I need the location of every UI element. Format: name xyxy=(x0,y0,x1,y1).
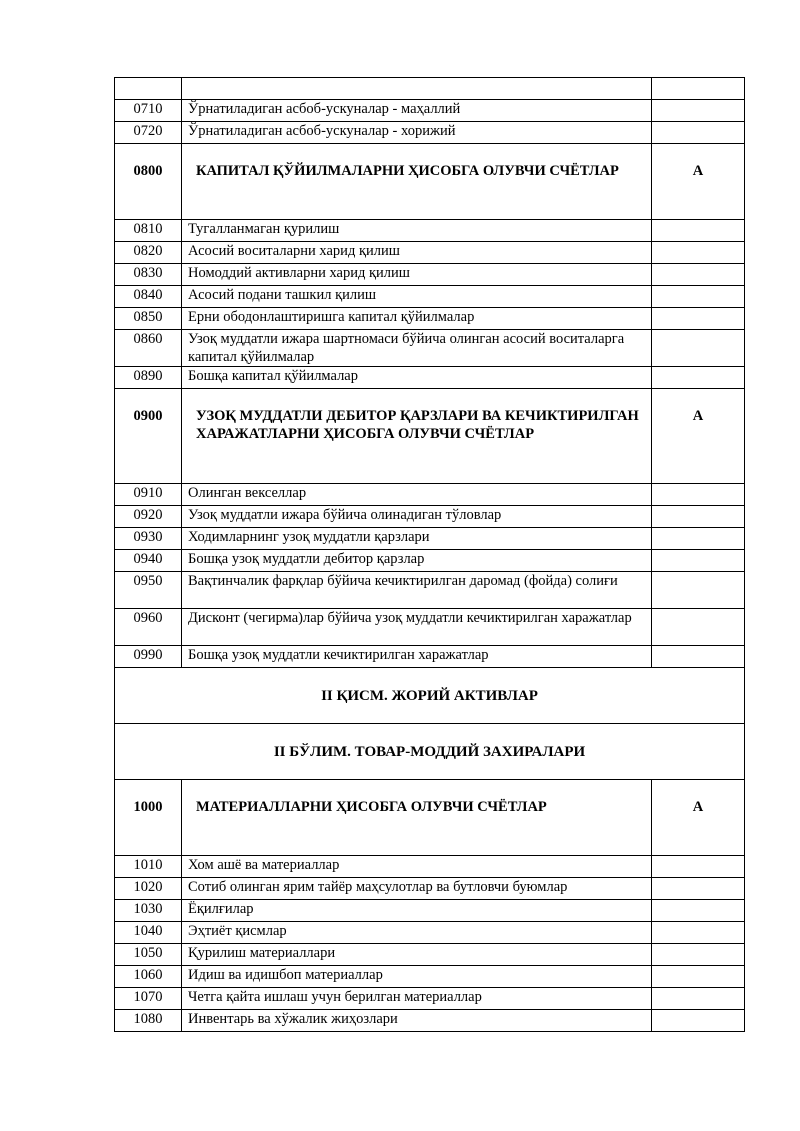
group-name: КАПИТАЛ ҚЎЙИЛМАЛАРНИ ҲИСОБГА ОЛУВЧИ СЧЁТЛАР xyxy=(182,144,652,220)
account-code: 0720 xyxy=(115,122,182,144)
account-name: Бошқа узоқ муддатли дебитор қарзлар xyxy=(182,550,652,572)
account-name: Асосий воситаларни харид қилиш xyxy=(182,242,652,264)
account-code: 1060 xyxy=(115,966,182,988)
table-row xyxy=(115,264,745,286)
account-name: Олинган векселлар xyxy=(182,484,652,506)
account-code: 0890 xyxy=(115,367,182,389)
table-row xyxy=(115,966,745,988)
table-row xyxy=(115,528,745,550)
account-code: 1040 xyxy=(115,922,182,944)
account-code: 1010 xyxy=(115,856,182,878)
account-name: Ерни ободонлаштиришга капитал қўйилмалар xyxy=(182,308,652,330)
section-heading: II ҚИСМ. ЖОРИЙ АКТИВЛАР xyxy=(115,668,745,724)
group-code: 0800 xyxy=(115,144,182,220)
table-row xyxy=(115,572,745,609)
account-name: Ўрнатиладиган асбоб-ускуналар - хорижий xyxy=(182,122,652,144)
account-name: Ходимларнинг узоқ муддатли қарзлари xyxy=(182,528,652,550)
account-name: Эҳтиёт қисмлар xyxy=(182,922,652,944)
group-name: МАТЕРИАЛЛАРНИ ҲИСОБГА ОЛУВЧИ СЧЁТЛАР xyxy=(182,780,652,856)
account-code: 0850 xyxy=(115,308,182,330)
account-name: Бошқа капитал қўйилмалар xyxy=(182,367,652,389)
group-flag: А xyxy=(652,144,745,220)
account-code: 1070 xyxy=(115,988,182,1010)
accounts-table xyxy=(114,77,745,1032)
account-name: Ёқилғилар xyxy=(182,900,652,922)
section-row-part xyxy=(115,668,745,724)
table-row xyxy=(115,646,745,668)
account-name: Дисконт (чегирма)лар бўйича узоқ муддатли кечиктирилган харажатлар xyxy=(182,609,652,646)
table-row xyxy=(115,922,745,944)
account-code: 0860 xyxy=(115,330,182,367)
table-row xyxy=(115,122,745,144)
account-name: Узоқ муддатли ижара шартномаси бўйича олинган асосий воситаларга капитал қўйилмалар xyxy=(182,330,652,367)
table-row xyxy=(115,308,745,330)
account-name: Четга қайта ишлаш учун берилган материаллар xyxy=(182,988,652,1010)
group-flag: А xyxy=(652,389,745,484)
group-row-0800 xyxy=(115,144,745,220)
group-code: 0900 xyxy=(115,389,182,484)
table-row xyxy=(115,609,745,646)
group-row-0900 xyxy=(115,389,745,484)
account-name: Тугалланмаган қурилиш xyxy=(182,220,652,242)
table-row xyxy=(115,900,745,922)
account-name: Бошқа узоқ муддатли кечиктирилган харажатлар xyxy=(182,646,652,668)
table-row xyxy=(115,988,745,1010)
account-name: Инвентарь ва хўжалик жиҳозлари xyxy=(182,1010,652,1032)
account-code: 1050 xyxy=(115,944,182,966)
table-row xyxy=(115,856,745,878)
account-name: Қурилиш материаллари xyxy=(182,944,652,966)
account-code: 0930 xyxy=(115,528,182,550)
group-flag: А xyxy=(652,780,745,856)
account-name: Хом ашё ва материаллар xyxy=(182,856,652,878)
account-code: 0920 xyxy=(115,506,182,528)
account-code: 1030 xyxy=(115,900,182,922)
account-name: Идиш ва идишбоп материаллар xyxy=(182,966,652,988)
table-row xyxy=(115,944,745,966)
section-heading: II БЎЛИМ. ТОВАР-МОДДИЙ ЗАХИРАЛАРИ xyxy=(115,724,745,780)
account-code: 0940 xyxy=(115,550,182,572)
account-code: 1080 xyxy=(115,1010,182,1032)
table-row xyxy=(115,100,745,122)
account-code: 1020 xyxy=(115,878,182,900)
account-code: 0820 xyxy=(115,242,182,264)
account-name: Сотиб олинган ярим тайёр маҳсулотлар ва бутловчи буюмлар xyxy=(182,878,652,900)
table-row xyxy=(115,1010,745,1032)
group-code: 1000 xyxy=(115,780,182,856)
table-row xyxy=(115,367,745,389)
account-code: 0830 xyxy=(115,264,182,286)
table-row xyxy=(115,550,745,572)
table-row xyxy=(115,242,745,264)
table-row xyxy=(115,484,745,506)
table-row xyxy=(115,286,745,308)
account-code: 0950 xyxy=(115,572,182,609)
account-code: 0810 xyxy=(115,220,182,242)
group-name: УЗОҚ МУДДАТЛИ ДЕБИТОР ҚАРЗЛАРИ ВА КЕЧИКТИРИЛГАН ХАРАЖАТЛАРНИ ҲИСОБГА ОЛУВЧИ СЧЁТЛАР xyxy=(182,389,652,484)
table-header-row xyxy=(115,78,745,100)
account-code: 0910 xyxy=(115,484,182,506)
table-row xyxy=(115,506,745,528)
account-code: 0840 xyxy=(115,286,182,308)
account-code: 0710 xyxy=(115,100,182,122)
table-row xyxy=(115,220,745,242)
account-code: 0990 xyxy=(115,646,182,668)
account-name: Узоқ муддатли ижара бўйича олинадиган тўловлар xyxy=(182,506,652,528)
account-name: Вақтинчалик фарқлар бўйича кечиктирилган даромад (фойда) солиғи xyxy=(182,572,652,609)
table-row xyxy=(115,878,745,900)
account-code: 0960 xyxy=(115,609,182,646)
account-name: Ўрнатиладиган асбоб-ускуналар - маҳаллий xyxy=(182,100,652,122)
table-row xyxy=(115,330,745,367)
account-name: Номоддий активларни харид қилиш xyxy=(182,264,652,286)
section-row-chapter xyxy=(115,724,745,780)
group-row-1000 xyxy=(115,780,745,856)
account-name: Асосий подани ташкил қилиш xyxy=(182,286,652,308)
